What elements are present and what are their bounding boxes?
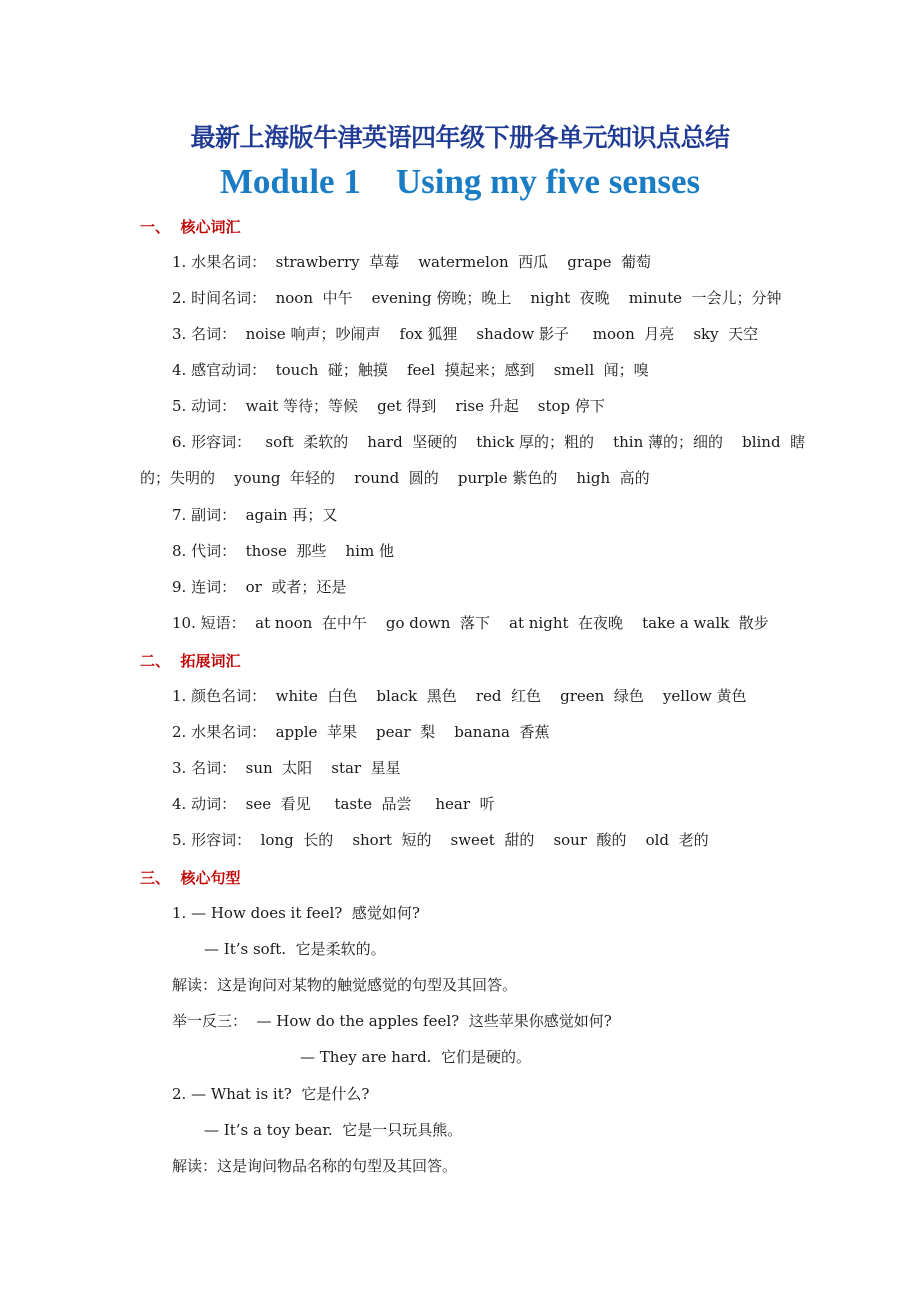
section-extended-vocab-heading: 二、 拓展词汇 [140,652,241,670]
vocab-line: 4. 感官动词： touch 碰；触摸 feel 摸起来；感到 smell 闻；嗅 [172,361,649,379]
sentence-question: 2. — What is it? 它是什么? [172,1085,370,1103]
sentence-explanation: 解读：这是询问对某物的触觉感觉的句型及其回答。 [172,976,518,994]
document-title: 最新上海版牛津英语四年级下册各单元知识点总结 [190,123,730,152]
vocab-line-continued: 的；失明的 young 年轻的 round 圆的 purple 紫色的 high 高的 [140,469,650,487]
vocab-line: 5. 动词： wait 等待；等候 get 得到 rise 升起 stop 停下 [172,397,605,415]
vocab-line: 3. 名词： sun 太阳 star 星星 [172,759,401,777]
module-heading: Module 1 Using my five senses [219,162,701,201]
vocab-line: 10. 短语： at noon 在中午 go down 落下 at night 在夜晚 take a walk 散步 [172,614,769,632]
vocab-line: 2. 时间名词： noon 中午 evening 傍晚；晚上 night 夜晚 minute 一会儿；分钟 [172,289,782,307]
section-core-vocab-heading: 一、 核心词汇 [140,218,241,236]
vocab-line: 6. 形容词： soft 柔软的 hard 坚硬的 thick 厚的；粗的 thin 薄的；细的 blind 瞎 [172,433,806,451]
vocab-line: 9. 连词： or 或者；还是 [172,578,347,596]
vocab-line: 8. 代词： those 那些 him 他 [172,542,394,560]
sentence-extension: 举一反三： — How do the apples feel? 这些苹果你感觉如何? [172,1012,612,1030]
vocab-line: 2. 水果名词： apple 苹果 pear 梨 banana 香蕉 [172,723,550,741]
vocab-line: 3. 名词： noise 响声；吵闹声 fox 狐狸 shadow 影子 moon 月亮 sky 天空 [172,325,759,343]
vocab-line: 5. 形容词： long 长的 short 短的 sweet 甜的 sour 酸的 old 老的 [172,831,709,849]
sentence-answer: — It’s soft. 它是柔软的。 [204,940,386,958]
sentence-explanation: 解读：这是询问物品名称的句型及其回答。 [172,1157,458,1175]
vocab-line: 1. 水果名词： strawberry 草莓 watermelon 西瓜 grape 葡萄 [172,253,651,271]
vocab-line: 1. 颜色名词： white 白色 black 黑色 red 红色 green 绿色 yellow 黄色 [172,687,747,705]
vocab-line: 7. 副词： again 再；又 [172,506,338,524]
sentence-answer: — They are hard. 它们是硬的。 [300,1048,531,1066]
section-core-sentences-heading: 三、 核心句型 [140,869,241,887]
vocab-line: 4. 动词： see 看见 taste 品尝 hear 听 [172,795,495,813]
sentence-question: 1. — How does it feel? 感觉如何? [172,904,420,922]
sentence-answer: — It’s a toy bear. 它是一只玩具熊。 [204,1121,463,1139]
